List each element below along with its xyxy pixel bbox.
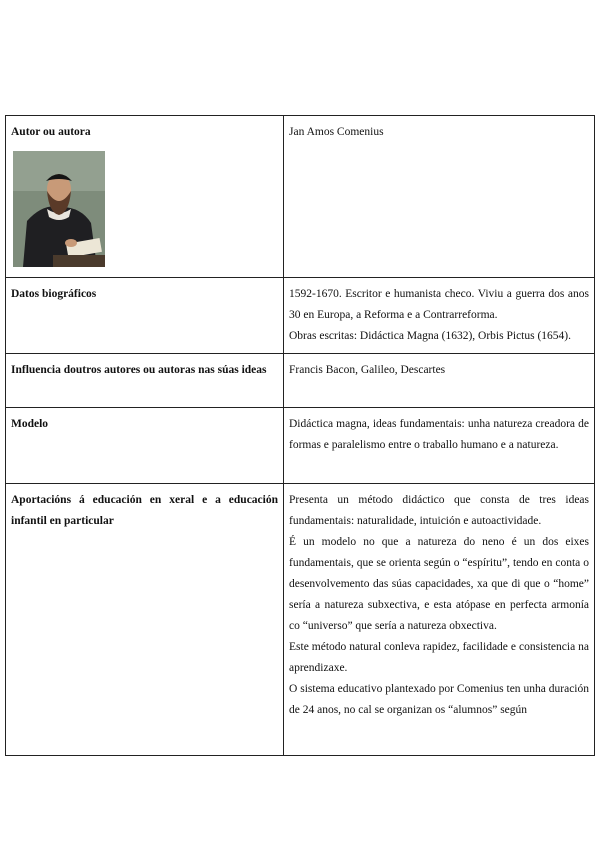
row-value-bio — [284, 278, 595, 354]
row-label-author — [6, 116, 284, 278]
row-label-influence — [6, 354, 284, 408]
contributions-paragraph-4: O sistema educativo plantexado por Comenius ten unha duración de 24 anos, no cal se organizan os “alumnos” según — [289, 683, 589, 716]
model-label-text: Modelo — [11, 418, 49, 430]
row-label-model — [6, 408, 284, 484]
table-row — [6, 484, 595, 756]
row-value-model — [284, 408, 595, 484]
author-info-table — [5, 115, 595, 756]
bio-works: Obras escritas: Didáctica Magna (1632), Orbis Pictus (1654). — [289, 330, 571, 342]
author-portrait — [13, 151, 105, 267]
model-text: Didáctica magna, ideas fundamentais: unha natureza creadora de formas e paralelismo entre o traballo humano e a natureza. — [289, 418, 589, 451]
bio-text: 1592-1670. Escritor e humanista checo. Viviu a guerra dos anos 30 en Europa, a Reforma e a Contrarreforma. — [289, 288, 589, 321]
row-label-contributions — [6, 484, 284, 756]
table-row — [6, 116, 595, 278]
author-name: Jan Amos Comenius — [289, 126, 384, 138]
table-row — [6, 278, 595, 354]
author-label-text: Autor ou autora — [11, 126, 91, 138]
contributions-paragraph-3: Este método natural conleva rapidez, facilidade e consistencia na aprendizaxe. — [289, 641, 589, 674]
table-row — [6, 354, 595, 408]
table-row — [6, 408, 595, 484]
contributions-paragraph-2: É un modelo no que a natureza do neno é un dos eixes fundamentais, que se orienta según o “espíritu”, tendo en conta o desenvolvemento das súas capacidades, xa que di que o “home” sería a natureza subxectiva, e esta atópase en perfecta armonía co “universo” que sería a natureza obxectiva. — [289, 536, 589, 632]
influence-text: Francis Bacon, Galileo, Descartes — [289, 364, 446, 376]
contributions-label-text: Aportacións á educación en xeral e a educación infantil en particular — [11, 494, 278, 527]
bio-label-text: Datos biográficos — [11, 288, 97, 300]
contributions-paragraph-1: Presenta un método didáctico que consta de tres ideas fundamentais: naturalidade, intuición e autoactividade. — [289, 494, 589, 527]
row-value-author — [284, 116, 595, 278]
influence-label-text: Influencia doutros autores ou autoras nas súas ideas — [11, 364, 267, 376]
portrait-illustration — [13, 151, 105, 267]
row-value-contributions — [284, 484, 595, 756]
row-value-influence — [284, 354, 595, 408]
row-label-bio — [6, 278, 284, 354]
